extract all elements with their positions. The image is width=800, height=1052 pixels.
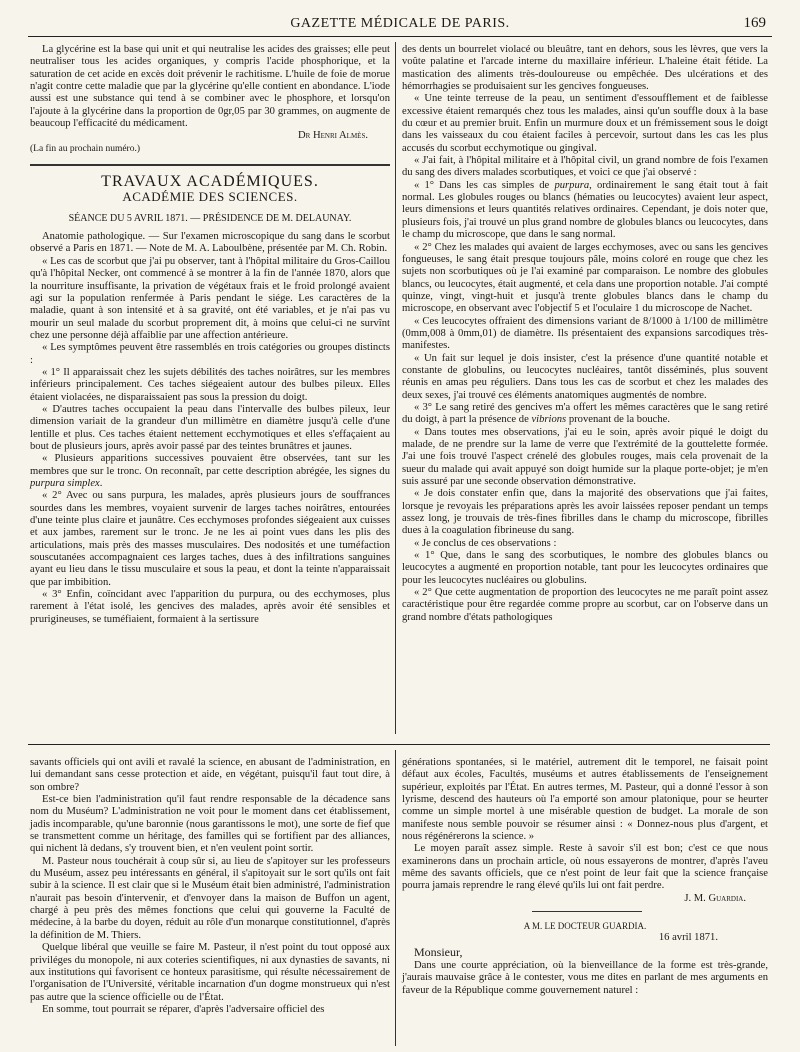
continuation-note: (La fin au prochain numéro.) [30, 143, 140, 154]
salutation: Monsieur, [414, 944, 463, 959]
article-intro: Anatomie pathologique. — Sur l'examen microscopique du sang dans le scorbut observé a Paris en 1871. — Note de M. A. Laboulbène, présentée par M. Ch. Robin. [30, 231, 390, 255]
paragraph: « Les symptômes peuvent être rassemblés en trois catégories ou groupes distincts : [30, 342, 390, 366]
paragraph: « Ces leucocytes offraient des dimensions variant de 8/1000 à 1/100 de millimètre (0mm,008 à 0mm,01) de diamètre. Ils présentaient des expansions sarcodiques très-manifestes. [402, 315, 768, 352]
paragraph: savants officiels qui ont avili et ravalé la science, en abusant de l'administration, en lui demandant sans cesse protection et aide, en végétant, puisqu'il faut tout dire, à son ombre? [30, 757, 390, 793]
page-header [28, 14, 772, 37]
lower-right-column [402, 757, 768, 997]
paragraph: Le moyen paraît assez simple. Reste à savoir s'il est bon; c'est ce que nous examinerons dans un prochain article, où nous essayerons de montrer, d'après l'aveu même des savants officiels, que ce n'est point de leur fait que la science française pourra jamais reprendre le rang élevé qu'ils lui ont fait perdre. [402, 843, 768, 892]
paragraph: des dents un bourrelet violacé ou bleuâtre, tant en dehors, sous les lèvres, que vers la voûte palatine et l'arcade interne du maxillaire inférieur. L'haleine était fétide. La mastication des aliments très-douloureuse ou empêchée. Des ulcérations et des hémorrhagies se produisaient sur les gencives fongueuses. [402, 44, 768, 93]
paragraph: « D'autres taches occupaient la peau dans l'intervalle des bulbes pileux, leur dimension variait de la grandeur d'un millimètre en diamètre jusqu'à celle d'une lentille et plus. Ces taches étaient nettement ecchymotiques et elles s'effaçaient au bout de plusieurs jours, après avoir passé par des teintes brunâtres et jaunes. [30, 403, 390, 452]
section-divider [30, 164, 390, 166]
feature-divider [28, 744, 770, 745]
paragraph: Quelque libéral que veuille se faire M. Pasteur, il n'est point du tout opposé aux priviléges du monopole, ni aux coteries scientifiques, ni aux dynasties de savants, ni aux institutions qui favorisent ce honteux parasitisme, qui résulte nécessairement de l'organisation de l'Université, véritable incarnation d'un dogme monstrueux qui n'est pas autre que la science officielle ou de l'État. [30, 942, 390, 1003]
paragraph: « Je conclus de ces observations : [414, 537, 557, 549]
page-number: 169 [743, 15, 766, 31]
paragraph: « Dans toutes mes observations, j'ai eu le soin, après avoir piqué le doigt du malade, de ne prendre sur la lame de verre que l'extrémité de la gouttelette formée. J'ai une fois trouvé l'aspect crénelé des globules rouges, mais cela provenait de la sueur du malade qui avait appuyé son doigt humide sur la plaque porte-objet; je m'en suis assuré par une seconde observation démonstrative. [402, 426, 768, 488]
author-signature: J. M. Guardia. [684, 892, 746, 904]
paragraph: Dans une courte appréciation, où la bienveillance de la forme est très-grande, j'aurais mauvaise grâce à le contester, vous me dites en parlant de mes arguments en faveur de la République comme gouvernement naturel : [402, 959, 768, 996]
paragraph: « Un fait sur lequel je dois insister, c'est la présence d'une quantité notable et constante de globulins, ou leucocytes nucléaires, tantôt disséminés, plus souvent réunis en amas peu réguliers. Dans tous les cas de scorbut et chez les malades des deux sexes, j'ai trouvé ces éléments anatomiques augmentés de nombre. [402, 352, 768, 401]
upper-left-column [30, 44, 390, 626]
column-rule-upper [395, 42, 396, 734]
paragraph: M. Pasteur nous touchérait à coup sûr si, au lieu de s'apitoyer sur les professeurs du Muséum, assez peu intéressants en général, il s'apitoyait sur le sort qu'ils ont fait subir à la science. Il est clair que si le Muséum était bien administré, l'administration n'aurait pas besoin d'intervenir, et d'envoyer dans la maison de Buffon un agent, chargé à peu près des mêmes fonctions que celui qui gouverne la Faculté de médecine, à la barbe du doyen, réduit au rôle d'un monarque constitutionnel, d'après la définition de M. Thiers. [30, 855, 390, 941]
subsection-heading: ACADÉMIE DES SCIENCES. [122, 189, 298, 205]
journal-title: GAZETTE MÉDICALE DE PARIS. [290, 16, 510, 31]
text-run: « 1° Dans les cas simples de [414, 179, 555, 191]
letter-date: 16 avril 1871. [658, 932, 718, 944]
italic-term: purpura simplex [30, 478, 100, 489]
letter-heading: A M. LE DOCTEUR GUARDIA. [523, 921, 647, 932]
paragraph [402, 402, 768, 427]
paragraph: « 1° Que, dans le sang des scorbutiques, le nombre des globules blancs ou leucocytes a augmenté en proportion notable, tant pour les leucocytes ordinaires que pour les leucocytes nucléaires ou globulins. [402, 550, 768, 586]
section-heading: TRAVAUX ACADÉMIQUES. [101, 173, 319, 191]
text-run: « 3° Le sang retiré des gencives m'a offert les mêmes caractères que le sang retiré du doigt, à part la présence de [402, 401, 768, 426]
paragraph: La glycérine est la base qui unit et qui neutralise les acides des graisses; elle peut neutraliser tous les acides organiques, y compris l'acide phosphorique, et la saturation de cet acide en excès doit prévenir le rachitisme. L'huile de foie de morue n'agit contre cette maladie que par la glycérine qu'elle contient en abondance. L'iode aussi est une substance qui tend à se combiner avec le phosphore, et lorsqu'on l'ajoute à la glycérine dans la proportion de 0gr,05 par 30 grammes, on augmente de beaucoup l'efficacité du médicament. [30, 44, 390, 130]
text-run: . [99, 478, 103, 489]
italic-term: purpura [554, 179, 590, 191]
paragraph: « 1° Il apparaissait chez les sujets débilités des taches noirâtres, sur les membres inférieurs principalement. Ces taches siégeaient autour des bulbes pileux. Elles étaient violacées, ne disparaissaient pas sous la pression du doigt. [30, 366, 390, 403]
paragraph: « Les cas de scorbut que j'ai pu observer, tant à l'hôpital militaire du Gros-Caillou qu'à l'hôpital Necker, ont commencé à se montrer à la fin de l'année 1870, alors que la nourriture insuffisante, la privation de végétaux frais et le froid prolongé avaient agi sur la population renfermée à Paris pendant le siége. Les caractères de la maladie, quant à son intensité et à sa gravité, ont été variables, et je n'ai pas vu mourir un seul malade du scorbut proprement dit, à moins que celui-ci ne survînt chez une personne déjà affaiblie par une affection antérieure. [30, 255, 390, 341]
paragraph: « J'ai fait, à l'hôpital militaire et à l'hôpital civil, un grand nombre de fois l'examen du sang des divers malades scorbutiques, et voici ce que j'ai observé : [402, 155, 768, 179]
text-run: , ordinairement le sang était tout à fait normal. Les globules rouges ou blancs (hématies ou leucocytes) avaient leur aspect, leurs dimensions et leurs quantités relatives ordinaires. Cependant, je dois noter que, plusieurs fois, j'ai trouvé un plus grand nombre de globules blancs ou leucocytes, dans le champ du microscope, que dans le sang normal. [402, 179, 768, 241]
short-divider [532, 911, 642, 912]
session-line: SÉANCE DU 5 AVRIL 1871. — PRÉSIDENCE DE M. DELAUNAY. [68, 212, 352, 224]
text-run: « Plusieurs apparitions successives pouvaient être observées, tant sur les membres que sur le tronc. On reconnaît, par cette description abrégée, les signes du [30, 453, 390, 477]
text-run: provenant de la bouche. [566, 414, 671, 426]
upper-right-column [402, 44, 768, 624]
paragraph: « Une teinte terreuse de la peau, un sentiment d'essoufflement et de faiblesse excessive étaient remarqués chez tous les malades, ainsi qu'un souffle doux à la base du cœur et au premier bruit. Enfin un murmure doux et un frémissement sous le doigt dans les vaisseaux du cou étaient faciles à percevoir, surtout dans les cas les plus accusés du scorbut ecchymotique ou gingival. [402, 93, 768, 154]
paragraph: « 2° Que cette augmentation de proportion des leucocytes ne me paraît point assez caractéristique pour être regardée comme propre au scorbut, car on l'observe dans un grand nombre d'états pathologiques [402, 587, 768, 623]
lower-left-column [30, 757, 390, 1016]
paragraph: En somme, tout pourrait se réparer, d'après l'adversaire officiel des [42, 1003, 325, 1015]
paragraph [402, 180, 768, 242]
paragraph [30, 453, 390, 490]
author-signature: Dr Henri Almès. [298, 130, 368, 142]
paragraph: « 2° Chez les malades qui avaient de larges ecchymoses, avec ou sans les gencives fongueuses, le sang était presque toujours pâle, moins coloré en rouge que chez les sujets non scorbutiques où je l'ai examiné par comparaison. Le nombre des globules blancs, ou leucocytes, était augmenté, et cela dans une proportion notable. J'ai compté quinze, vingt, vingt-huit et jusqu'à trente globules blancs dans le champ du microscope, en observant avec l'objectif 5 et l'oculaire 1 du microscope de Nachet. [402, 241, 768, 315]
paragraph: générations spontanées, si le matériel, autrement dit le temporel, ne faisait point défaut aux écoles, Facultés, muséums et autres établissements de l'enseignement supérieur, exploités par l'État. En autres termes, M. Pasteur, qui a donné l'essor à son lyrisme, descend des hauteurs où l'a emporté son amour platonique, pour se heurter comme un simple mortel à une misérable question de budget. La morale de son manifeste nous semble pouvoir se résumer ainsi : « Donnez-nous plus d'argent, et nous régénérerons la science. » [402, 757, 768, 843]
paragraph: « Je dois constater enfin que, dans la majorité des observations que j'ai faites, lorsque je revoyais les préparations après les avoir laissées reposer pendant un temps assez long, je trouvais de très-fines fibrilles dans le champ du microscope, fibrilles dues à la coagulation fibrineuse du sang. [402, 488, 768, 537]
italic-term: vibrions [531, 414, 567, 426]
paragraph: « 3° Enfin, coïncidant avec l'apparition du purpura, ou des ecchymoses, plus rarement à l'état isolé, les gencives des malades, après avoir été sensibles et prurigineuses, se tuméfiaient, formaient à la sertissure [30, 589, 390, 625]
column-rule-lower [395, 750, 396, 1046]
paragraph: Est-ce bien l'administration qu'il faut rendre responsable de la décadence sans nom du Muséum? L'administration ne voit pour le moment dans cet établissement, jadis incomparable, qu'une baronnie (nous garantissons le mot), une sorte de fief que se transmettent comme un héritage, des familles qui se fortifient par des alliances, qui nichent là dedans, s'y trouvent bien, et n'en veulent point sortir. [30, 794, 390, 855]
paragraph: « 2° Avec ou sans purpura, les malades, après plusieurs jours de souffrances sourdes dans les membres, voyaient survenir de larges taches noirâtres, entourées d'une teinte plus claire et jaunâtre. Ces ecchymoses profondes siégeaient aux cuisses et aux jambes, rarement sur le tronc. Je ne les ai point vues dans les plis des articulations, mais près des masses musculaires. Des nodosités et une tuméfaction souscutanées accompagnaient ces larges taches, dues à des infiltrations sanguines ayant eu lieu dans le tissu musculaire et sous la peau, et dont la teinte n'apparaissait que par imbibition. [30, 490, 390, 588]
